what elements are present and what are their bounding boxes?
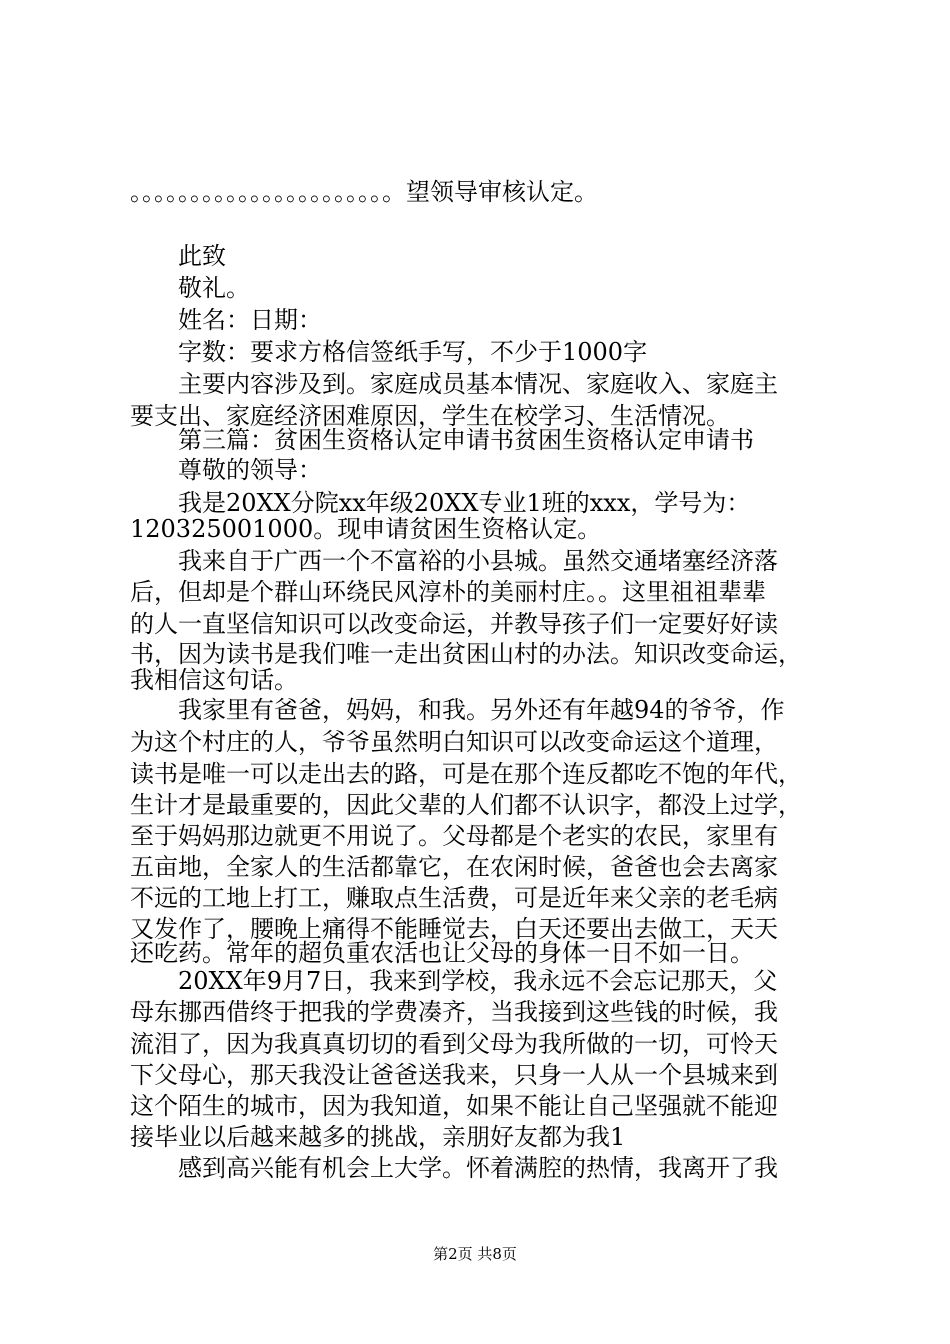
text-line: 字数：要求方格信签纸手写，不少于1000字 — [178, 338, 648, 366]
text-line: 主要内容涉及到。家庭成员基本情况、家庭收入、家庭主 — [178, 370, 778, 398]
text-line: 生计才是最重要的，因此父辈的人们都不认识字，都没上过学， — [130, 791, 802, 819]
text-line: 20XX年9月7日，我来到学校，我永远不会忘记那天，父 — [178, 967, 778, 995]
text-line: 的人一直坚信知识可以改变命运，并教导孩子们一定要好好读 — [130, 610, 778, 638]
text-line: 尊敬的领导： — [178, 456, 322, 484]
text-line: 书，因为读书是我们唯一走出贫困山村的办法。知识改变命运， — [130, 640, 802, 668]
text-line: 第三篇：贫困生资格认定申请书贫困生资格认定申请书 — [178, 426, 754, 454]
text-line: 母东挪西借终于把我的学费凑齐，当我接到这些钱的时候，我 — [130, 998, 778, 1026]
page-number-footer: 第2页 共8页 — [433, 1245, 517, 1263]
text-line: 敬礼。 — [178, 274, 250, 302]
text-line: 五亩地，全家人的生活都靠它，在农闲时候，爸爸也会去离家 — [130, 853, 778, 881]
text-line: 我来自于广西一个不富裕的小县城。虽然交通堵塞经济落 — [178, 547, 778, 575]
text-line: 下父母心，那天我没让爸爸送我来，只身一人从一个县城来到 — [130, 1061, 778, 1089]
text-line: 不远的工地上打工，赚取点生活费，可是近年来父亲的老毛病 — [130, 884, 778, 912]
text-line: 姓名：日期： — [178, 306, 322, 334]
text-line: 又发作了，腰晚上痛得不能睡觉去，白天还要出去做工，天天 — [130, 915, 778, 943]
text-line: 后，但却是个群山环绕民风淳朴的美丽村庄。。这里祖祖辈辈 — [130, 578, 766, 606]
text-line: 此致 — [178, 242, 226, 270]
text-line: 。。。。。。。。。。。。。。。。。。。。。。望领导审核认定。 — [130, 178, 598, 206]
text-line: 我家里有爸爸，妈妈，和我。另外还有年越94的爷爷，作 — [178, 696, 785, 724]
text-line: 要支出、家庭经济困难原因，学生在校学习、生活情况。 — [130, 402, 730, 430]
text-line: 我相信这句话。 — [130, 666, 298, 694]
text-line: 为这个村庄的人，爷爷虽然明白知识可以改变命运这个道理， — [130, 728, 778, 756]
text-line: 流泪了，因为我真真切切的看到父母为我所做的一切，可怜天 — [130, 1030, 778, 1058]
text-line: 接毕业以后越来越多的挑战，亲朋好友都为我1 — [130, 1123, 626, 1151]
text-line: 读书是唯一可以走出去的路，可是在那个连反都吃不饱的年代， — [130, 760, 802, 788]
text-line: 这个陌生的城市，因为我知道，如果不能让自己坚强就不能迎 — [130, 1092, 778, 1120]
text-line: 还吃药。常年的超负重农活也让父母的身体一日不如一日。 — [130, 939, 754, 967]
text-line: 我是20XX分院xx年级20XX专业1班的xxx，学号为： — [178, 489, 751, 517]
text-line: 感到高兴能有机会上大学。怀着满腔的热情，我离开了我 — [178, 1154, 778, 1182]
text-line: 至于妈妈那边就更不用说了。父母都是个老实的农民，家里有 — [130, 822, 778, 850]
text-line: 120325001000。现申请贫困生资格认定。 — [130, 515, 602, 543]
